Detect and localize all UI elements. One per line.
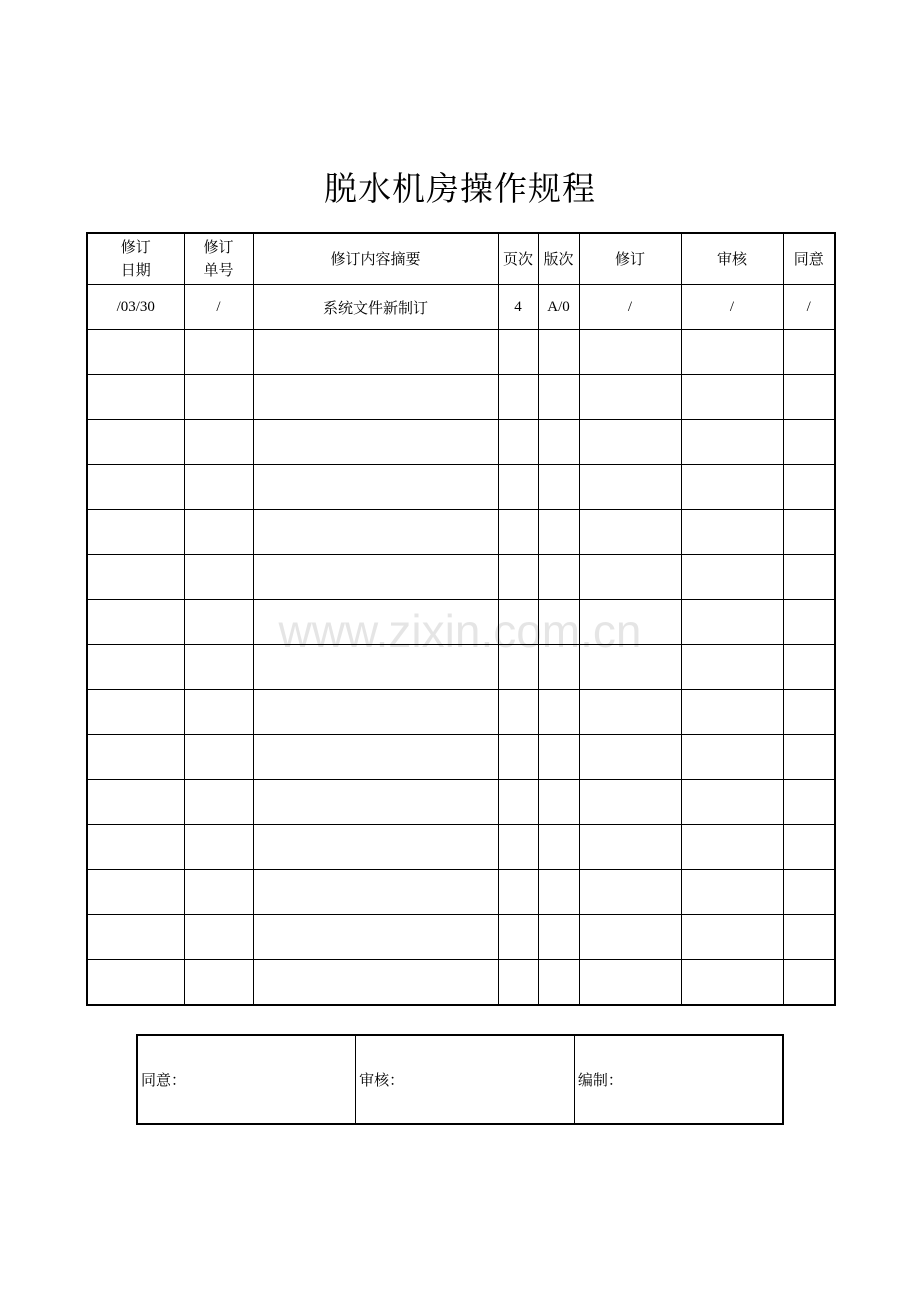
table-row-empty — [87, 465, 835, 510]
cell-date[interactable] — [87, 330, 184, 375]
header-page: 页次 — [498, 233, 538, 285]
cell-approved-by[interactable] — [783, 690, 835, 735]
cell-version[interactable] — [538, 915, 579, 960]
cell-order-no[interactable] — [184, 645, 253, 690]
cell-version[interactable] — [538, 645, 579, 690]
cell-order-no[interactable] — [184, 960, 253, 1006]
cell-page[interactable] — [498, 645, 538, 690]
table-header-row — [87, 233, 835, 285]
cell-page[interactable] — [498, 375, 538, 420]
cell-summary[interactable] — [253, 375, 498, 420]
cell-version[interactable] — [538, 690, 579, 735]
cell-approved-by[interactable] — [783, 375, 835, 420]
cell-approved-by[interactable] — [783, 510, 835, 555]
table-row-empty — [87, 780, 835, 825]
cell-approved-by[interactable] — [783, 600, 835, 645]
cell-version[interactable] — [538, 420, 579, 465]
table-row-empty — [87, 645, 835, 690]
cell-date[interactable] — [87, 600, 184, 645]
table-row-empty — [87, 375, 835, 420]
prepare-signature-field[interactable]: 编制： — [574, 1035, 783, 1124]
cell-reviewed-by[interactable] — [681, 465, 783, 510]
cell-date[interactable] — [87, 960, 184, 1006]
cell-reviewed-by[interactable] — [681, 600, 783, 645]
cell-reviewed-by[interactable] — [681, 960, 783, 1006]
cell-revised-by[interactable] — [579, 825, 681, 870]
cell-order-no[interactable] — [184, 690, 253, 735]
cell-summary[interactable] — [253, 510, 498, 555]
cell-reviewed-by[interactable] — [681, 375, 783, 420]
cell-version[interactable] — [538, 375, 579, 420]
cell-revised-by[interactable] — [579, 645, 681, 690]
cell-date[interactable] — [87, 780, 184, 825]
cell-order-no[interactable] — [184, 555, 253, 600]
cell-version[interactable] — [538, 735, 579, 780]
cell-date[interactable] — [87, 420, 184, 465]
cell-approved-by[interactable] — [783, 960, 835, 1006]
cell-order-no[interactable] — [184, 915, 253, 960]
header-approved-by: 同意 — [783, 233, 835, 285]
cell-order-no[interactable] — [184, 600, 253, 645]
cell-order-no[interactable] — [184, 735, 253, 780]
cell-summary[interactable] — [253, 735, 498, 780]
cell-version[interactable] — [538, 960, 579, 1006]
cell-order-no[interactable] — [184, 330, 253, 375]
cell-approved-by[interactable] — [783, 330, 835, 375]
cell-summary[interactable] — [253, 645, 498, 690]
cell-version[interactable] — [538, 510, 579, 555]
cell-approved-by: / — [783, 285, 835, 330]
cell-summary[interactable] — [253, 600, 498, 645]
cell-reviewed-by[interactable] — [681, 330, 783, 375]
cell-approved-by[interactable] — [783, 645, 835, 690]
cell-order-no: / — [184, 285, 253, 330]
cell-reviewed-by: / — [681, 285, 783, 330]
header-version: 版次 — [538, 233, 579, 285]
cell-revised-by[interactable] — [579, 330, 681, 375]
cell-page[interactable] — [498, 960, 538, 1006]
table-row-empty — [87, 330, 835, 375]
cell-revised-by: / — [579, 285, 681, 330]
cell-approved-by[interactable] — [783, 825, 835, 870]
cell-revised-by[interactable] — [579, 690, 681, 735]
header-revision-date: 修订 日期 — [87, 233, 184, 285]
cell-date[interactable] — [87, 645, 184, 690]
cell-page[interactable] — [498, 510, 538, 555]
cell-date[interactable] — [87, 510, 184, 555]
cell-version[interactable] — [538, 780, 579, 825]
cell-summary[interactable] — [253, 780, 498, 825]
cell-order-no[interactable] — [184, 825, 253, 870]
table-row-empty — [87, 915, 835, 960]
cell-order-no[interactable] — [184, 780, 253, 825]
cell-version[interactable] — [538, 330, 579, 375]
cell-page[interactable] — [498, 735, 538, 780]
cell-date[interactable] — [87, 870, 184, 915]
header-revised-by: 修订 — [579, 233, 681, 285]
cell-date[interactable] — [87, 555, 184, 600]
revision-history-table — [86, 232, 836, 1006]
header-revision-summary: 修订内容摘要 — [253, 233, 498, 285]
cell-date[interactable] — [87, 825, 184, 870]
cell-revised-by[interactable] — [579, 600, 681, 645]
cell-summary[interactable] — [253, 825, 498, 870]
cell-page[interactable] — [498, 915, 538, 960]
cell-summary[interactable] — [253, 870, 498, 915]
cell-page[interactable] — [498, 825, 538, 870]
table-row-empty — [87, 600, 835, 645]
table-row-empty — [87, 420, 835, 465]
cell-version[interactable] — [538, 870, 579, 915]
table-row-empty — [87, 555, 835, 600]
cell-page[interactable] — [498, 420, 538, 465]
cell-order-no[interactable] — [184, 375, 253, 420]
cell-revised-by[interactable] — [579, 420, 681, 465]
cell-reviewed-by[interactable] — [681, 420, 783, 465]
cell-date: /03/30 — [87, 285, 184, 330]
cell-reviewed-by[interactable] — [681, 735, 783, 780]
cell-approved-by[interactable] — [783, 870, 835, 915]
cell-version[interactable] — [538, 465, 579, 510]
table-row-empty — [87, 735, 835, 780]
cell-date[interactable] — [87, 465, 184, 510]
cell-revised-by[interactable] — [579, 735, 681, 780]
cell-reviewed-by[interactable] — [681, 690, 783, 735]
header-revision-order-no: 修订 单号 — [184, 233, 253, 285]
cell-summary[interactable] — [253, 465, 498, 510]
cell-date[interactable] — [87, 690, 184, 735]
cell-order-no[interactable] — [184, 465, 253, 510]
cell-summary[interactable] — [253, 960, 498, 1006]
cell-reviewed-by[interactable] — [681, 780, 783, 825]
cell-reviewed-by[interactable] — [681, 510, 783, 555]
cell-date[interactable] — [87, 915, 184, 960]
cell-summary[interactable] — [253, 555, 498, 600]
cell-approved-by[interactable] — [783, 915, 835, 960]
table-row-empty — [87, 960, 835, 1006]
cell-page[interactable] — [498, 600, 538, 645]
cell-order-no[interactable] — [184, 420, 253, 465]
cell-revised-by[interactable] — [579, 375, 681, 420]
cell-date[interactable] — [87, 735, 184, 780]
cell-version: A/0 — [538, 285, 579, 330]
table-row-empty — [87, 690, 835, 735]
cell-reviewed-by[interactable] — [681, 555, 783, 600]
cell-page: 4 — [498, 285, 538, 330]
cell-approved-by[interactable] — [783, 420, 835, 465]
cell-reviewed-by[interactable] — [681, 825, 783, 870]
cell-page[interactable] — [498, 690, 538, 735]
cell-approved-by[interactable] — [783, 465, 835, 510]
cell-reviewed-by[interactable] — [681, 645, 783, 690]
cell-order-no[interactable] — [184, 870, 253, 915]
cell-reviewed-by[interactable] — [681, 915, 783, 960]
cell-page[interactable] — [498, 330, 538, 375]
cell-order-no[interactable] — [184, 510, 253, 555]
cell-summary[interactable] — [253, 420, 498, 465]
table-row-empty — [87, 510, 835, 555]
cell-summary[interactable] — [253, 330, 498, 375]
cell-date[interactable] — [87, 375, 184, 420]
cell-revised-by[interactable] — [579, 465, 681, 510]
cell-page[interactable] — [498, 555, 538, 600]
cell-revised-by[interactable] — [579, 960, 681, 1006]
cell-revised-by[interactable] — [579, 555, 681, 600]
signature-table — [136, 1034, 784, 1125]
review-signature-field[interactable]: 审核： — [356, 1035, 575, 1124]
table-row-empty — [87, 825, 835, 870]
cell-revised-by[interactable] — [579, 780, 681, 825]
cell-version[interactable] — [538, 555, 579, 600]
table-row — [87, 285, 835, 330]
page-title: 脱水机房操作规程 — [324, 169, 596, 208]
signature-row — [137, 1035, 783, 1124]
cell-summary[interactable] — [253, 915, 498, 960]
cell-revised-by[interactable] — [579, 510, 681, 555]
cell-summary[interactable] — [253, 690, 498, 735]
cell-approved-by[interactable] — [783, 555, 835, 600]
cell-version[interactable] — [538, 825, 579, 870]
watermark: www.zixin.com.cn — [278, 605, 642, 657]
cell-reviewed-by[interactable] — [681, 870, 783, 915]
cell-page[interactable] — [498, 465, 538, 510]
cell-page[interactable] — [498, 870, 538, 915]
approve-signature-field[interactable]: 同意： — [137, 1035, 356, 1124]
cell-approved-by[interactable] — [783, 735, 835, 780]
cell-summary: 系统文件新制订 — [253, 285, 498, 330]
cell-version[interactable] — [538, 600, 579, 645]
header-reviewed-by: 审核 — [681, 233, 783, 285]
cell-page[interactable] — [498, 780, 538, 825]
cell-revised-by[interactable] — [579, 870, 681, 915]
cell-revised-by[interactable] — [579, 915, 681, 960]
cell-approved-by[interactable] — [783, 780, 835, 825]
table-row-empty — [87, 870, 835, 915]
